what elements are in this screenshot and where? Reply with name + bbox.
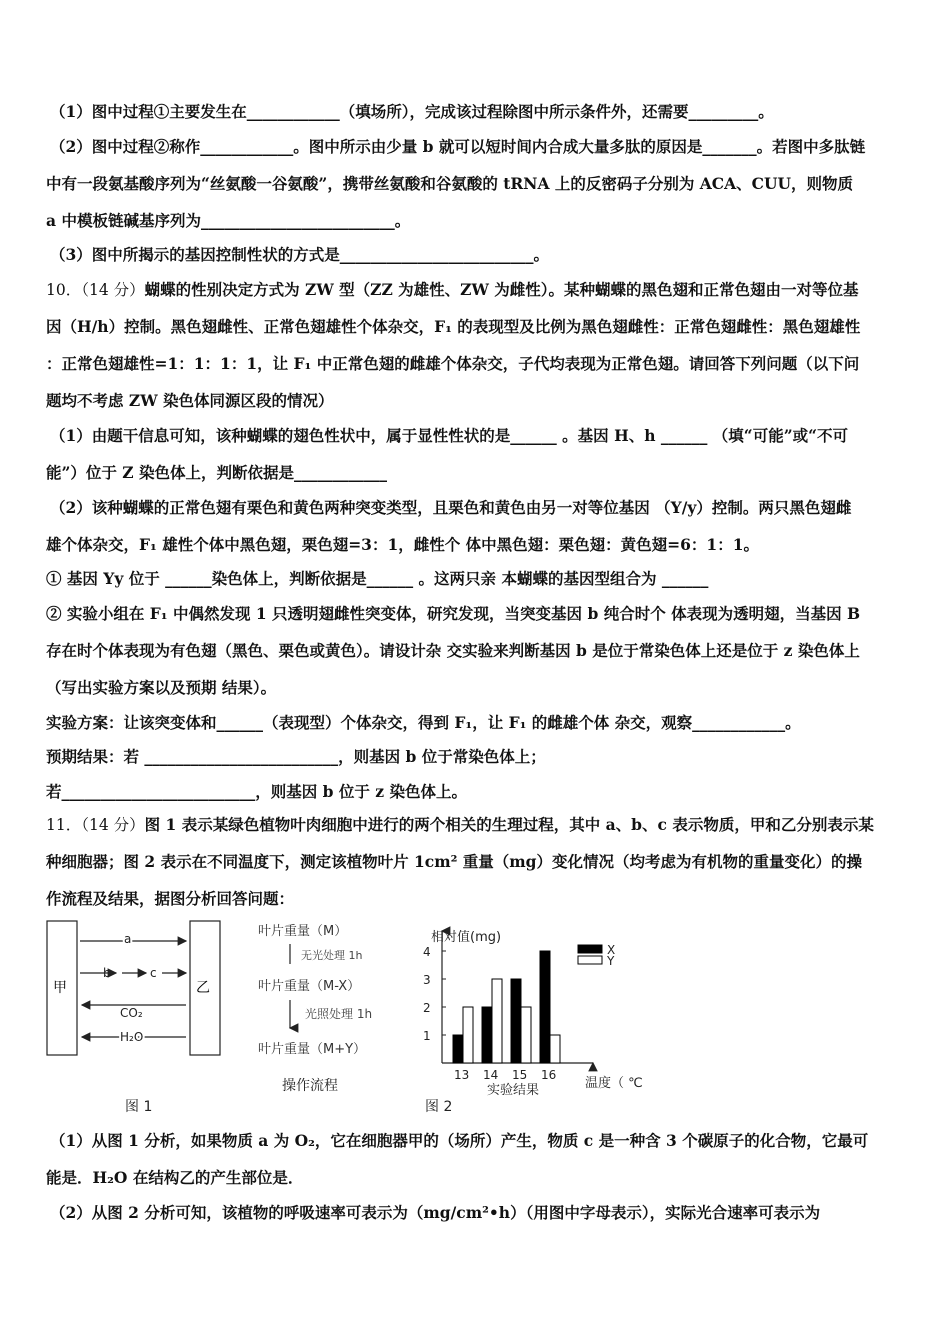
- q10-sub2-cont: 雄个体杂交，F₁ 雄性个体中黑色翅，栗色翅=3：1，雌性个 体中黑色翅：栗色翅：黄色翅=6：1：1。: [46, 535, 759, 554]
- q10-sub2: （2）该种蝴蝶的正常色翅有栗色和黄色两种突变类型，且栗色和黄色由另一对等位基因 （Y/y）控制。两只黑色翅雌: [50, 498, 852, 517]
- legend-swatch-x: [578, 945, 602, 953]
- figure-1-caption: 图 1: [125, 1099, 153, 1115]
- q11-stem: [46, 815, 906, 835]
- q10-expect2: 若_________________________，则基因 b 位于 z 染色体上。: [46, 782, 467, 801]
- q10-sub2-item2-cont: 存在时个体表现为有色翅（黑色、栗色或黄色）。请设计杂 交实验来判断基因 b 是位于常染色体上还是位于 z 染色体上: [46, 641, 860, 660]
- flow-step1: 叶片重量（M）: [258, 924, 348, 939]
- chart-bars: [453, 951, 560, 1063]
- q10-sub2-item2: ② 实验小组在 F₁ 中偶然发现 1 只透明翅雌性突变体，研究发现，当突变基因 b 纯合时个 体表现为透明翅，当基因 B: [46, 604, 861, 623]
- q10-stem: [46, 280, 906, 300]
- organelle-yi-label: 乙: [196, 980, 210, 996]
- figure-2-subcaption: 实验结果: [487, 1083, 540, 1098]
- y-tick-label: 4: [423, 945, 431, 959]
- flow-treat1: 无光处理 1h: [301, 949, 363, 962]
- legend-label-x: X: [607, 943, 616, 957]
- label-b: b: [103, 966, 111, 980]
- q9-sub2-cont2: a 中模板链碱基序列为_________________________。: [46, 211, 411, 230]
- flow-step2: 叶片重量（M-X）: [258, 979, 361, 994]
- x-tick-label: 14: [483, 1068, 499, 1082]
- y-tick-label: 1: [423, 1029, 431, 1043]
- q10-stem-cont3: 题均不考虑 ZW 染色体同源区段的情况）: [46, 391, 334, 410]
- q11-sub1: （1）从图 1 分析，如果物质 a 为 O₂，它在细胞器甲的（场所）产生，物质 c 是一种含 3 个碳原子的化合物，它最可: [50, 1131, 869, 1150]
- figure-1: [40, 915, 230, 1120]
- q10-number: 10．（14 分）: [46, 281, 145, 299]
- chart-legend: [578, 943, 615, 968]
- q11-sub1-cont: 能是．H₂O 在结构乙的产生部位是．: [46, 1168, 304, 1187]
- bar-x-15: [511, 979, 521, 1063]
- label-c: c: [150, 966, 157, 980]
- q11-number: 11．（14 分）: [46, 816, 145, 834]
- label-h2o: H₂O: [120, 1030, 144, 1044]
- q10-sub2-item1: ① 基因 Yy 位于 ______染色体上，判断依据是______ 。这两只亲 本蝴蝶的基因型组合为 ______: [46, 569, 709, 588]
- q11-stem-cont2: 作流程及结果，据图分析回答问题：: [46, 889, 295, 908]
- bar-y-15: [521, 1007, 531, 1063]
- flow-step3: 叶片重量（M+Y）: [258, 1042, 367, 1057]
- q10-stem-cont1: 因（H/h）控制。黑色翅雌性、正常色翅雄性个体杂交，F₁ 的表现型及比例为黑色翅雌性：正常色翅雌性：黑色翅雄性: [46, 317, 861, 336]
- q11-stem-text: 图 1 表示某绿色植物叶肉细胞中进行的两个相关的生理过程，其中 a、b、c 表示物质，甲和乙分别表示某: [144, 815, 874, 834]
- q11-stem-cont1: 种细胞器；图 2 表示在不同温度下，测定该植物叶片 1cm² 重量（mg）变化情况（均考虑为有机物的重量变化）的操: [46, 852, 863, 871]
- chart-xlabel: 温度（ ℃: [585, 1076, 643, 1091]
- operation-flow: [255, 918, 415, 1098]
- organelle-jia-label: 甲: [53, 980, 67, 996]
- q10-stem-text: 蝴蝶的性别决定方式为 ZW 型（ZZ 为雄性、ZW 为雌性）。某种蝴蝶的黑色翅和正常色翅由一对等位基: [144, 280, 859, 299]
- bar-x-13: [453, 1035, 463, 1063]
- q10-plan: 实验方案：让该突变体和______（表现型）个体杂交，得到 F₁，让 F₁ 的雌雄个体 杂交，观察____________。: [46, 713, 801, 732]
- q10-sub1-cont: 能”）位于 Z 染色体上，判断依据是____________: [46, 463, 388, 482]
- q9-sub2-cont: 中有一段氨基酸序列为“丝氨酸一谷氨酸”，携带丝氨酸和谷氨酸的 tRNA 上的反密码子分别为 ACA、CUU，则物质: [46, 174, 854, 193]
- q9-sub2: （2）图中过程②称作____________。图中所示由少量 b 就可以短时间内合成大量多肽的原因是_______。若图中多肽链: [50, 137, 866, 156]
- bar-x-16: [540, 951, 550, 1063]
- q10-sub1: （1）由题干信息可知，该种蝴蝶的翅色性状中，属于显性性状的是______ 。基因 H、h ______ （填“可能”或“不可: [50, 426, 849, 445]
- bar-y-16: [550, 1035, 560, 1063]
- figure-2-caption: 图 2: [425, 1099, 453, 1115]
- y-tick-label: 3: [423, 973, 431, 987]
- x-tick-label: 16: [541, 1068, 557, 1082]
- q11-sub2: （2）从图 2 分析可知，该植物的呼吸速率可表示为（mg/cm²•h）（用图中字母表示），实际光合速率可表示为: [50, 1203, 821, 1222]
- label-co2: CO₂: [120, 1006, 143, 1020]
- chart-ylabel: 相对值(mg): [431, 930, 502, 945]
- x-tick-label: 13: [454, 1068, 470, 1082]
- q9-sub1: （1）图中过程①主要发生在____________（填场所），完成该过程除图中所示条件外，还需要_________。: [50, 102, 774, 121]
- q9-sub3: （3）图中所揭示的基因控制性状的方式是_________________________。: [50, 245, 550, 264]
- flow-caption: 操作流程: [282, 1078, 338, 1094]
- figure-2-chart: [415, 915, 665, 1120]
- q10-expect1: 预期结果：若 _________________________，则基因 b 位于常染色体上；: [46, 747, 546, 766]
- y-tick-label: 2: [423, 1001, 431, 1015]
- chart-x-ticks: [454, 1068, 556, 1082]
- bar-y-13: [463, 1007, 473, 1063]
- legend-label-y: Y: [607, 954, 615, 968]
- legend-swatch-y: [578, 956, 602, 964]
- label-a: a: [124, 932, 132, 946]
- q10-sub2-item2-cont2: （写出实验方案以及预期 结果）。: [46, 678, 277, 697]
- flow-treat2: 光照处理 1h: [305, 1007, 373, 1021]
- x-tick-label: 15: [512, 1068, 528, 1082]
- bar-x-14: [482, 1007, 492, 1063]
- q10-stem-cont2: ：正常色翅雄性=1：1：1：1，让 F₁ 中正常色翅的雌雄个体杂交，子代均表现为正常色翅。请回答下列问题（以下问: [46, 354, 860, 373]
- bar-y-14: [492, 979, 502, 1063]
